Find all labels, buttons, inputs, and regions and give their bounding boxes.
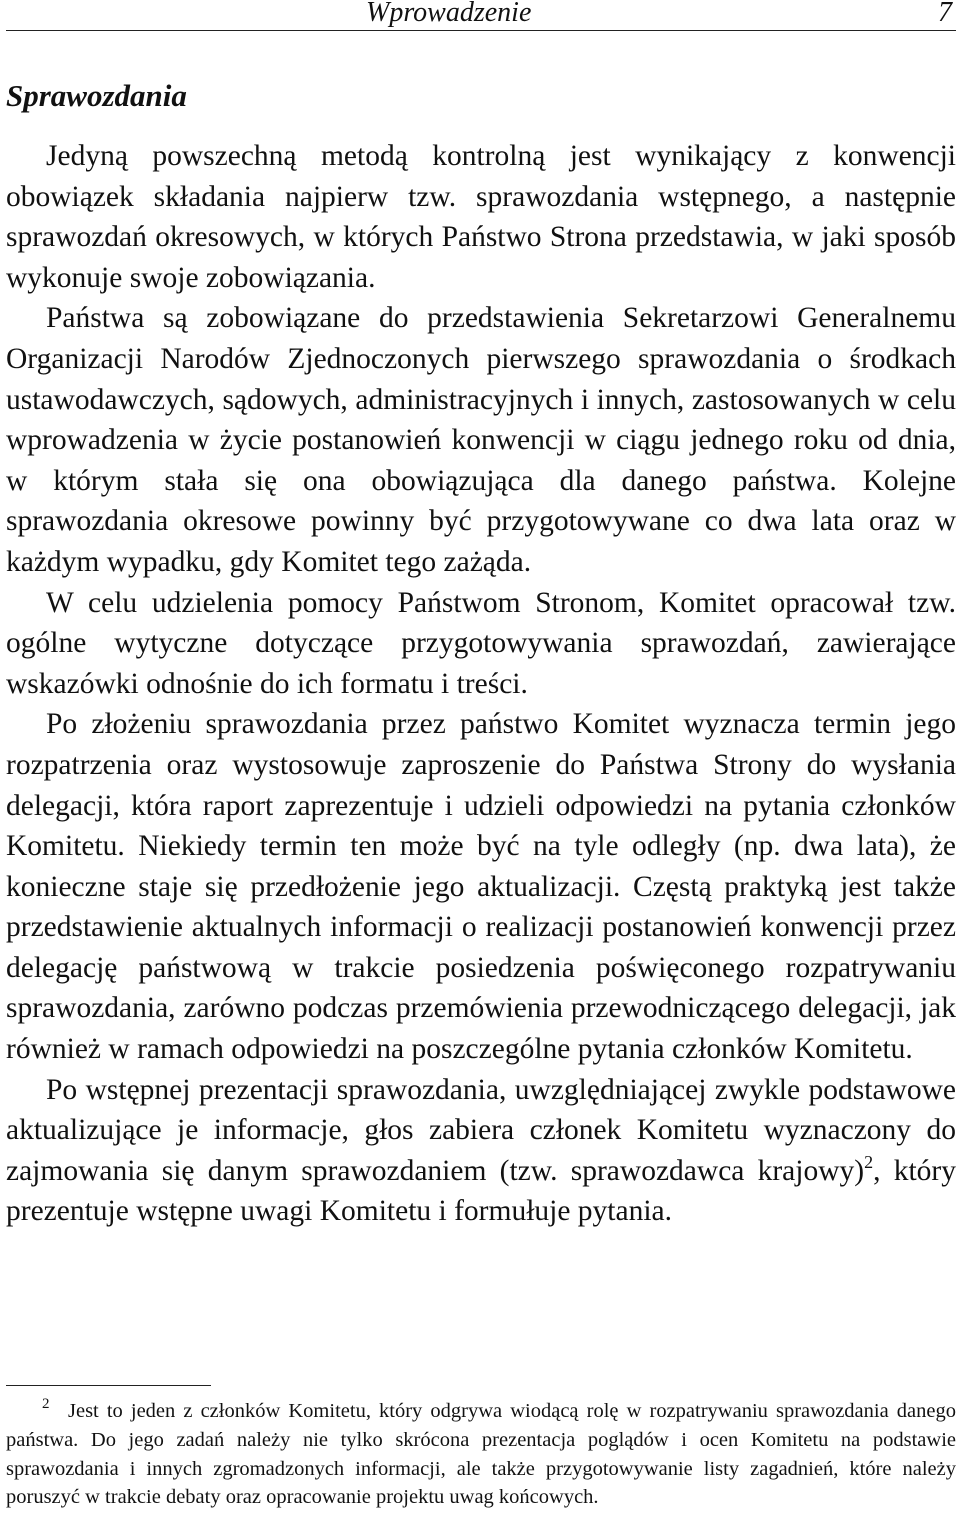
running-header	[6, 0, 956, 31]
paragraph-5	[6, 1070, 956, 1232]
paragraph-4: Po złożeniu sprawozdania przez państwo Komitet wyznacza termin jego rozpatrzenia oraz wystosowuje zaproszenie do Państwa Strony do wysłania delegacji, która raport zaprezentuje i udzieli odpowiedzi na pytania członków Komitetu. Niekiedy termin ten może być na tyle odległy (np. dwa lata), że konieczne staje się przedłożenie jego aktualizacji. Częstą praktyką jest także przedstawienie aktualnych informacji o realizacji postanowień konwencji przez delegację państwową w trakcie posiedzenia poświęconego rozpatrywaniu sprawozdania, zarówno podczas przemówienia przewodniczącego delegacji, jak również w ramach odpowiedzi na poszczególne pytania członków Komitetu.	[6, 708, 956, 1066]
paragraph-5-text-start: Po wstępnej prezentacji sprawozdania, uwzględniającej zwykle podstawowe aktualizujące je informacje, głos zabiera członek Komitetu wyznaczony do zajmowania się danym sprawozdaniem (tzw. sprawozdawca krajowy)	[6, 1073, 956, 1187]
footnote-reference[interactable]: 2	[864, 1151, 874, 1172]
paragraph-5-text-end: , który prezentuje wstępne uwagi Komitetu i formułuje pytania.	[6, 1154, 956, 1228]
footnote-text: Jest to jeden z członków Komitetu, który odgrywa wiodącą rolę w rozpatrywaniu sprawozdania danego państwa. Do jego zadań należy nie tylko skrócona prezentacja poglądów i ocen Komitetu na podstawie sprawozdania i innych zgromadzonych informacji, ale także przygotowywanie listy zagadnień, które należy poruszyć w trakcie debaty oraz opracowanie projektu uwag końcowych.	[6, 1400, 956, 1509]
footnote-divider	[6, 1385, 211, 1386]
section-title: Sprawozdania	[6, 78, 187, 113]
paragraph-3: W celu udzielenia pomocy Państwom Stronom, Komitet opracował tzw. ogólne wytyczne dotyczące przygotowywania sprawozdań, zawierające wskazówki odnośnie do ich formatu i treści.	[6, 586, 956, 700]
running-title: Wprowadzenie	[366, 0, 532, 28]
paragraph-1: Jedyną powszechną metodą kontrolną jest wynikający z konwencji obowiązek składania najpierw tzw. sprawozdania wstępnego, a następnie sprawozdań okresowych, w których Państwo Strona przedstawia, w jaki sposób wykonuje swoje zobowiązania.	[6, 140, 956, 294]
footnote: 2 Jest to jeden z członków Komitetu, który odgrywa wiodącą rolę w rozpatrywaniu sprawozdania danego państwa. Do jego zadań należy nie tylko skrócona prezentacja poglądów i ocen Komitetu na podstawie sprawozdania i innych zgromadzonych informacji, ale także przygotowywanie listy zagadnień, które należy poruszyć w trakcie debaty oraz opracowanie projektu uwag końcowych.	[6, 1396, 956, 1509]
paragraph-2: Państwa są zobowiązane do przedstawienia Sekretarzowi Generalnemu Organizacji Narodów Zjednoczonych pierwszego sprawozdania o środkach ustawodawczych, sądowych, administracyjnych i innych, zastosowanych w celu wprowadzenia w życie postanowień konwencji w ciągu jednego roku od dnia, w którym stała się ona obowiązująca dla danego państwa. Kolejne sprawozdania okresowe powinny być przygotowywane co dwa lata oraz w każdym wypadku, gdy Komitet tego zażąda.	[6, 302, 956, 578]
page-number: 7	[938, 0, 952, 28]
body-text	[6, 136, 956, 1232]
